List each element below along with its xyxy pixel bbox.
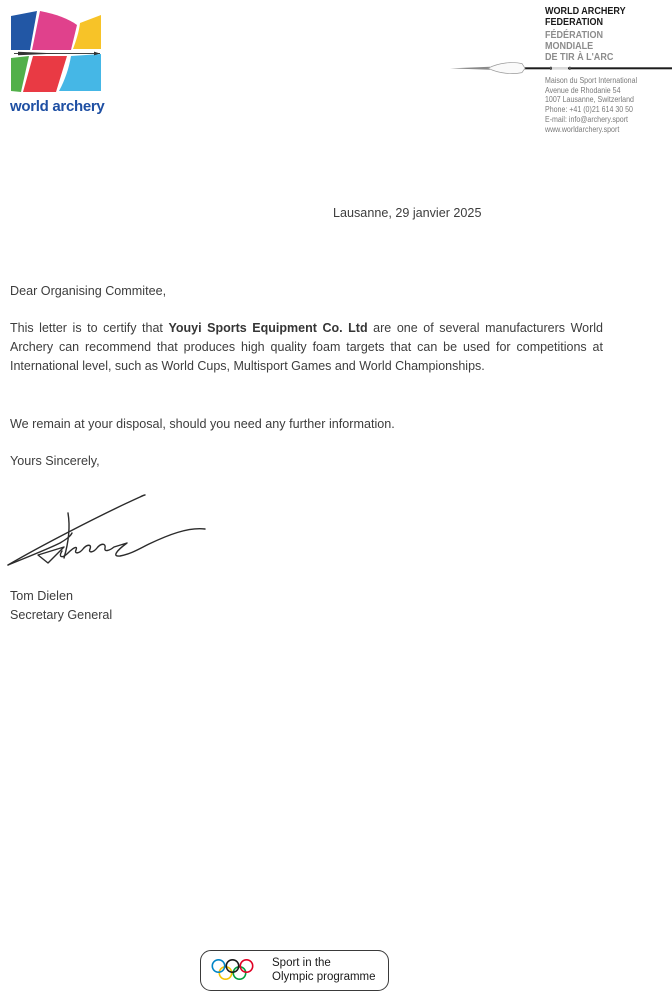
org-name-line: WORLD ARCHERY [545, 5, 626, 17]
olympic-rings-icon [211, 957, 259, 984]
org-name-line: DE TIR À L'ARC [545, 51, 614, 63]
company-name: Youyi Sports Equipment Co. Ltd [168, 321, 368, 335]
body-paragraph-1 [10, 319, 603, 377]
logo-wordmark: world archery [10, 98, 105, 115]
signer-name: Tom Dielen [10, 589, 73, 603]
body-paragraph-2: We remain at your disposal, should you need any further information. [10, 417, 395, 431]
paragraph-text: This letter is to certify that [10, 321, 169, 335]
address-line-phone: Phone: +41 (0)21 614 30 50 [545, 104, 633, 115]
address-line-website: www.worldarchery.sport [545, 123, 620, 134]
address-line-email: E-mail: info@archery.sport [545, 113, 628, 124]
address-line: 1007 Lausanne, Switzerland [545, 94, 634, 105]
org-name-block [545, 6, 626, 63]
signer-title: Secretary General [10, 608, 113, 623]
address-block [545, 76, 637, 134]
closing-line: Yours Sincerely, [10, 454, 100, 468]
signer-block [10, 587, 112, 625]
badge-text-line: Olympic programme [272, 970, 376, 983]
paragraph-text: are one of several manufacturers World Archery can recommend that produces high quality foam targets that can be used for competitions at International level, such as World Cups, Multisport Games and World Championships. [10, 321, 603, 374]
dateline: Lausanne, 29 janvier 2025 [333, 206, 482, 220]
org-name-line: FEDERATION [545, 16, 604, 28]
org-name-fr [545, 30, 626, 63]
world-archery-logo-icon [10, 10, 102, 94]
org-name-line: FÉDÉRATION [545, 29, 604, 41]
badge-text [272, 957, 376, 984]
badge-text-line: Sport in the [272, 957, 331, 969]
org-name-en [545, 6, 626, 28]
salutation: Dear Organising Commitee, [10, 284, 167, 298]
olympic-badge [200, 950, 389, 991]
world-archery-logo [10, 10, 110, 115]
address-line: Avenue de Rhodanie 54 [545, 84, 621, 95]
signature [2, 487, 212, 571]
address-line: Maison du Sport International [545, 75, 638, 85]
org-name-line: MONDIALE [545, 40, 594, 52]
arrow-icon [450, 61, 672, 75]
